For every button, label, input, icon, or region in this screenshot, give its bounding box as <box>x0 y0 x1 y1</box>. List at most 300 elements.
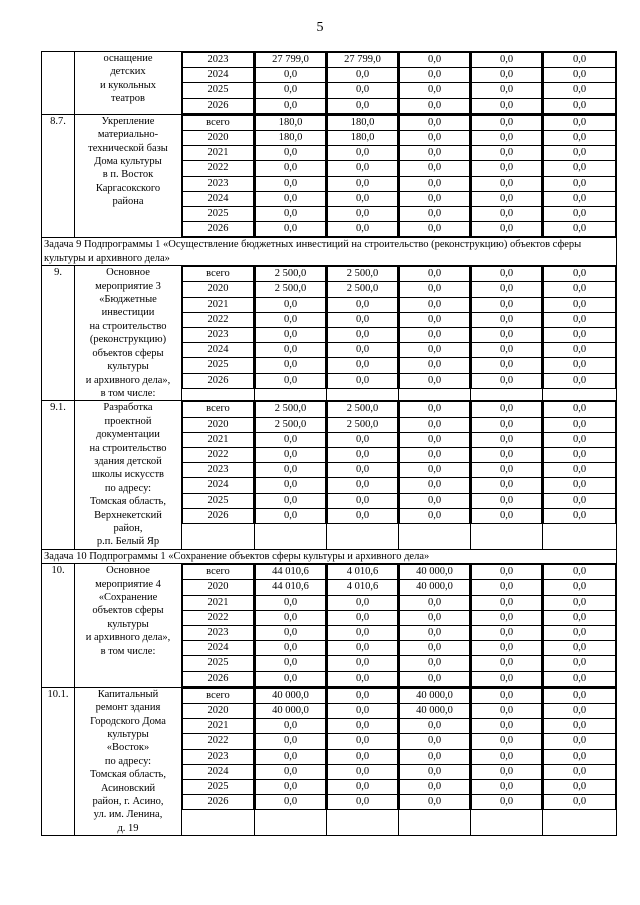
cell-total: 0,0 <box>256 222 326 237</box>
cell-year: 2023 <box>183 749 254 764</box>
cell-fed: 2 500,0 <box>328 402 398 417</box>
cell-extra: 0,0 <box>544 610 616 625</box>
column-total <box>255 687 327 835</box>
cell-year: 2024 <box>183 191 254 206</box>
cell-reg: 0,0 <box>400 719 470 734</box>
cell-fed: 0,0 <box>328 207 398 222</box>
item-number: 9. <box>42 266 75 401</box>
cell-reg: 0,0 <box>400 671 470 686</box>
cell-year: 2025 <box>183 358 254 373</box>
cell-fed: 0,0 <box>328 688 398 703</box>
table-row <box>42 564 617 688</box>
column-reg <box>399 52 471 115</box>
cell-total: 180,0 <box>256 115 326 130</box>
item-number: 8.7. <box>42 114 75 238</box>
cell-year: 2024 <box>183 764 254 779</box>
cell-reg: 0,0 <box>400 282 470 297</box>
cell-extra: 0,0 <box>544 780 616 795</box>
cell-total: 0,0 <box>256 207 326 222</box>
cell-extra: 0,0 <box>544 115 616 130</box>
cell-loc: 0,0 <box>472 68 542 83</box>
cell-year: 2023 <box>183 328 254 343</box>
cell-fed: 0,0 <box>328 447 398 462</box>
cell-total: 0,0 <box>256 98 326 113</box>
cell-total: 0,0 <box>256 432 326 447</box>
cell-year: 2026 <box>183 98 254 113</box>
column-extra <box>543 266 617 401</box>
cell-loc: 0,0 <box>472 373 542 388</box>
cell-loc: 0,0 <box>472 53 542 68</box>
cell-total: 40 000,0 <box>256 688 326 703</box>
cell-total: 0,0 <box>256 176 326 191</box>
cell-fed: 0,0 <box>328 297 398 312</box>
cell-loc: 0,0 <box>472 328 542 343</box>
column-total <box>255 564 327 688</box>
column-year <box>182 114 255 238</box>
cell-year: 2026 <box>183 671 254 686</box>
cell-total: 2 500,0 <box>256 282 326 297</box>
cell-loc: 0,0 <box>472 432 542 447</box>
cell-total: 0,0 <box>256 749 326 764</box>
cell-total: 0,0 <box>256 734 326 749</box>
column-loc <box>471 687 543 835</box>
column-extra <box>543 52 617 115</box>
column-fed <box>327 52 399 115</box>
cell-loc: 0,0 <box>472 417 542 432</box>
column-fed <box>327 114 399 238</box>
cell-reg: 0,0 <box>400 68 470 83</box>
column-fed <box>327 687 399 835</box>
cell-extra: 0,0 <box>544 734 616 749</box>
cell-reg: 0,0 <box>400 53 470 68</box>
cell-year: 2025 <box>183 493 254 508</box>
cell-reg: 0,0 <box>400 626 470 641</box>
cell-year: 2021 <box>183 432 254 447</box>
cell-total: 0,0 <box>256 508 326 523</box>
cell-total: 0,0 <box>256 373 326 388</box>
column-extra <box>543 564 617 688</box>
cell-extra: 0,0 <box>544 161 616 176</box>
item-number: 9.1. <box>42 401 75 549</box>
page-number: 5 <box>316 20 324 35</box>
cell-fed: 0,0 <box>328 83 398 98</box>
cell-extra: 0,0 <box>544 176 616 191</box>
cell-year: 2022 <box>183 161 254 176</box>
item-name-text: Основное мероприятие 3 «Бюджетные инвестиции на строительство (реконструкцию) объектов сферы культуры и архивного дела», в том числе: <box>85 267 171 399</box>
cell-loc: 0,0 <box>472 749 542 764</box>
cell-loc: 0,0 <box>472 282 542 297</box>
cell-total: 0,0 <box>256 780 326 795</box>
cell-total: 2 500,0 <box>256 267 326 282</box>
cell-loc: 0,0 <box>472 671 542 686</box>
cell-year: 2022 <box>183 447 254 462</box>
cell-extra: 0,0 <box>544 493 616 508</box>
cell-loc: 0,0 <box>472 343 542 358</box>
cell-year: 2021 <box>183 146 254 161</box>
cell-year: 2022 <box>183 734 254 749</box>
table-row <box>42 401 617 549</box>
item-name-text: Укрепление материально- технической базы Дома культуры в п. Восток Каргасокского района <box>88 115 168 208</box>
item-number: 10.1. <box>42 687 75 835</box>
cell-extra: 0,0 <box>544 764 616 779</box>
cell-loc: 0,0 <box>472 358 542 373</box>
cell-reg: 0,0 <box>400 83 470 98</box>
cell-extra: 0,0 <box>544 68 616 83</box>
cell-fed: 0,0 <box>328 328 398 343</box>
cell-fed: 0,0 <box>328 343 398 358</box>
cell-year: 2023 <box>183 626 254 641</box>
cell-extra: 0,0 <box>544 222 616 237</box>
cell-reg: 0,0 <box>400 656 470 671</box>
cell-loc: 0,0 <box>472 656 542 671</box>
cell-reg: 0,0 <box>400 795 470 810</box>
table-row <box>42 687 617 835</box>
cell-fed: 0,0 <box>328 626 398 641</box>
cell-year: 2026 <box>183 373 254 388</box>
cell-loc: 0,0 <box>472 297 542 312</box>
item-name <box>75 266 182 401</box>
cell-total: 2 500,0 <box>256 402 326 417</box>
cell-total: 0,0 <box>256 641 326 656</box>
cell-year: 2025 <box>183 83 254 98</box>
column-reg <box>399 564 471 688</box>
cell-reg: 0,0 <box>400 402 470 417</box>
cell-total: 0,0 <box>256 719 326 734</box>
cell-extra: 0,0 <box>544 191 616 206</box>
cell-year: 2024 <box>183 68 254 83</box>
cell-extra: 0,0 <box>544 447 616 462</box>
cell-loc: 0,0 <box>472 704 542 719</box>
cell-extra: 0,0 <box>544 207 616 222</box>
cell-loc: 0,0 <box>472 191 542 206</box>
cell-year: 2025 <box>183 656 254 671</box>
cell-reg: 0,0 <box>400 98 470 113</box>
cell-loc: 0,0 <box>472 222 542 237</box>
cell-reg: 0,0 <box>400 312 470 327</box>
cell-total: 0,0 <box>256 191 326 206</box>
cell-total: 40 000,0 <box>256 704 326 719</box>
item-name-text: Разработка проектной документации на строительство здания детской школы искусств по адресу: Томская область, Верхнекетский район, р.п. Белый Яр <box>89 402 167 548</box>
cell-loc: 0,0 <box>472 565 542 580</box>
cell-year: 2023 <box>183 176 254 191</box>
cell-year: 2026 <box>183 222 254 237</box>
cell-total: 0,0 <box>256 463 326 478</box>
item-name-text: оснащение детских и кукольных театров <box>99 53 157 105</box>
cell-year: 2024 <box>183 478 254 493</box>
cell-loc: 0,0 <box>472 795 542 810</box>
cell-fed: 0,0 <box>328 656 398 671</box>
cell-year: 2021 <box>183 719 254 734</box>
cell-extra: 0,0 <box>544 478 616 493</box>
cell-fed: 0,0 <box>328 463 398 478</box>
cell-total: 0,0 <box>256 795 326 810</box>
cell-loc: 0,0 <box>472 312 542 327</box>
cell-loc: 0,0 <box>472 780 542 795</box>
cell-reg: 0,0 <box>400 417 470 432</box>
column-loc <box>471 266 543 401</box>
cell-year: 2022 <box>183 312 254 327</box>
cell-reg: 0,0 <box>400 297 470 312</box>
cell-year: 2020 <box>183 417 254 432</box>
cell-year: 2020 <box>183 131 254 146</box>
column-extra <box>543 687 617 835</box>
cell-fed: 0,0 <box>328 795 398 810</box>
cell-year: 2023 <box>183 53 254 68</box>
cell-total: 0,0 <box>256 595 326 610</box>
cell-fed: 27 799,0 <box>328 53 398 68</box>
cell-extra: 0,0 <box>544 432 616 447</box>
cell-fed: 0,0 <box>328 98 398 113</box>
cell-fed: 0,0 <box>328 478 398 493</box>
column-fed <box>327 564 399 688</box>
cell-total: 0,0 <box>256 146 326 161</box>
cell-reg: 0,0 <box>400 508 470 523</box>
column-loc <box>471 401 543 549</box>
item-number: 10. <box>42 564 75 688</box>
column-total <box>255 114 327 238</box>
cell-extra: 0,0 <box>544 595 616 610</box>
cell-fed: 0,0 <box>328 671 398 686</box>
cell-fed: 0,0 <box>328 432 398 447</box>
cell-reg: 0,0 <box>400 780 470 795</box>
cell-reg: 0,0 <box>400 191 470 206</box>
cell-extra: 0,0 <box>544 463 616 478</box>
cell-total: 0,0 <box>256 610 326 625</box>
column-year <box>182 564 255 688</box>
cell-fed: 180,0 <box>328 115 398 130</box>
cell-reg: 0,0 <box>400 161 470 176</box>
cell-extra: 0,0 <box>544 795 616 810</box>
cell-fed: 0,0 <box>328 146 398 161</box>
cell-reg: 0,0 <box>400 373 470 388</box>
cell-extra: 0,0 <box>544 580 616 595</box>
cell-loc: 0,0 <box>472 626 542 641</box>
cell-total: 0,0 <box>256 312 326 327</box>
cell-extra: 0,0 <box>544 83 616 98</box>
cell-fed: 0,0 <box>328 595 398 610</box>
cell-loc: 0,0 <box>472 719 542 734</box>
cell-loc: 0,0 <box>472 267 542 282</box>
cell-fed: 0,0 <box>328 176 398 191</box>
cell-fed: 0,0 <box>328 493 398 508</box>
column-fed <box>327 401 399 549</box>
cell-fed: 4 010,6 <box>328 565 398 580</box>
cell-loc: 0,0 <box>472 463 542 478</box>
cell-loc: 0,0 <box>472 764 542 779</box>
cell-extra: 0,0 <box>544 688 616 703</box>
cell-loc: 0,0 <box>472 115 542 130</box>
cell-loc: 0,0 <box>472 98 542 113</box>
cell-extra: 0,0 <box>544 656 616 671</box>
cell-extra: 0,0 <box>544 626 616 641</box>
cell-extra: 0,0 <box>544 641 616 656</box>
cell-extra: 0,0 <box>544 343 616 358</box>
cell-total: 0,0 <box>256 328 326 343</box>
cell-year: 2024 <box>183 641 254 656</box>
item-number <box>42 52 75 115</box>
column-year <box>182 401 255 549</box>
cell-extra: 0,0 <box>544 373 616 388</box>
cell-year: 2020 <box>183 704 254 719</box>
cell-extra: 0,0 <box>544 719 616 734</box>
column-loc <box>471 52 543 115</box>
cell-extra: 0,0 <box>544 358 616 373</box>
cell-loc: 0,0 <box>472 641 542 656</box>
cell-reg: 0,0 <box>400 764 470 779</box>
cell-reg: 0,0 <box>400 641 470 656</box>
task-row <box>42 549 617 563</box>
cell-total: 0,0 <box>256 297 326 312</box>
cell-extra: 0,0 <box>544 53 616 68</box>
column-reg <box>399 266 471 401</box>
cell-fed: 0,0 <box>328 191 398 206</box>
cell-total: 0,0 <box>256 656 326 671</box>
column-extra <box>543 401 617 549</box>
cell-year: всего <box>183 115 254 130</box>
cell-extra: 0,0 <box>544 146 616 161</box>
item-name <box>75 564 182 688</box>
cell-loc: 0,0 <box>472 493 542 508</box>
cell-extra: 0,0 <box>544 749 616 764</box>
cell-extra: 0,0 <box>544 131 616 146</box>
cell-reg: 0,0 <box>400 734 470 749</box>
cell-total: 0,0 <box>256 626 326 641</box>
cell-extra: 0,0 <box>544 417 616 432</box>
cell-fed: 0,0 <box>328 641 398 656</box>
cell-reg: 0,0 <box>400 358 470 373</box>
cell-year: 2026 <box>183 508 254 523</box>
cell-reg: 0,0 <box>400 493 470 508</box>
cell-fed: 0,0 <box>328 780 398 795</box>
cell-reg: 0,0 <box>400 595 470 610</box>
cell-reg: 0,0 <box>400 343 470 358</box>
cell-loc: 0,0 <box>472 580 542 595</box>
column-reg <box>399 687 471 835</box>
column-total <box>255 266 327 401</box>
cell-reg: 0,0 <box>400 447 470 462</box>
cell-extra: 0,0 <box>544 297 616 312</box>
column-year <box>182 52 255 115</box>
cell-year: 2020 <box>183 580 254 595</box>
cell-loc: 0,0 <box>472 595 542 610</box>
cell-reg: 0,0 <box>400 222 470 237</box>
item-name <box>75 114 182 238</box>
cell-extra: 0,0 <box>544 704 616 719</box>
cell-year: всего <box>183 402 254 417</box>
column-total <box>255 401 327 549</box>
column-fed <box>327 266 399 401</box>
item-name <box>75 52 182 115</box>
cell-fed: 0,0 <box>328 508 398 523</box>
cell-extra: 0,0 <box>544 671 616 686</box>
cell-loc: 0,0 <box>472 207 542 222</box>
cell-reg: 40 000,0 <box>400 704 470 719</box>
cell-reg: 0,0 <box>400 131 470 146</box>
cell-total: 44 010,6 <box>256 565 326 580</box>
cell-fed: 0,0 <box>328 358 398 373</box>
cell-total: 0,0 <box>256 671 326 686</box>
column-year <box>182 266 255 401</box>
cell-extra: 0,0 <box>544 508 616 523</box>
cell-total: 27 799,0 <box>256 53 326 68</box>
cell-reg: 40 000,0 <box>400 688 470 703</box>
cell-extra: 0,0 <box>544 312 616 327</box>
cell-extra: 0,0 <box>544 267 616 282</box>
cell-reg: 0,0 <box>400 610 470 625</box>
column-reg <box>399 401 471 549</box>
cell-year: всего <box>183 688 254 703</box>
cell-total: 0,0 <box>256 764 326 779</box>
cell-extra: 0,0 <box>544 402 616 417</box>
column-reg <box>399 114 471 238</box>
cell-total: 0,0 <box>256 358 326 373</box>
cell-year: 2022 <box>183 610 254 625</box>
cell-total: 0,0 <box>256 447 326 462</box>
cell-reg: 0,0 <box>400 115 470 130</box>
cell-extra: 0,0 <box>544 328 616 343</box>
cell-fed: 0,0 <box>328 719 398 734</box>
budget-table <box>41 51 617 836</box>
cell-fed: 2 500,0 <box>328 282 398 297</box>
cell-year: 2023 <box>183 463 254 478</box>
column-loc <box>471 114 543 238</box>
cell-year: 2021 <box>183 595 254 610</box>
cell-total: 0,0 <box>256 478 326 493</box>
table-row <box>42 114 617 238</box>
cell-loc: 0,0 <box>472 402 542 417</box>
cell-fed: 0,0 <box>328 704 398 719</box>
item-name-text: Основное мероприятие 4 «Сохранение объектов сферы культуры и архивного дела», в том числе: <box>85 565 171 657</box>
cell-reg: 40 000,0 <box>400 565 470 580</box>
cell-total: 0,0 <box>256 493 326 508</box>
cell-fed: 0,0 <box>328 161 398 176</box>
cell-total: 180,0 <box>256 131 326 146</box>
cell-year: 2025 <box>183 780 254 795</box>
cell-fed: 0,0 <box>328 764 398 779</box>
cell-loc: 0,0 <box>472 176 542 191</box>
cell-fed: 0,0 <box>328 222 398 237</box>
cell-reg: 0,0 <box>400 432 470 447</box>
cell-total: 0,0 <box>256 161 326 176</box>
item-name <box>75 687 182 835</box>
cell-fed: 0,0 <box>328 749 398 764</box>
table-row <box>42 266 617 401</box>
cell-loc: 0,0 <box>472 131 542 146</box>
cell-year: 2024 <box>183 343 254 358</box>
cell-loc: 0,0 <box>472 610 542 625</box>
column-loc <box>471 564 543 688</box>
cell-total: 44 010,6 <box>256 580 326 595</box>
table-row <box>42 52 617 115</box>
cell-fed: 0,0 <box>328 373 398 388</box>
cell-reg: 0,0 <box>400 463 470 478</box>
cell-year: 2026 <box>183 795 254 810</box>
cell-reg: 0,0 <box>400 328 470 343</box>
task-heading: Задача 10 Подпрограммы 1 «Сохранение объектов сферы культуры и архивного дела» <box>42 549 617 563</box>
cell-extra: 0,0 <box>544 98 616 113</box>
cell-total: 0,0 <box>256 343 326 358</box>
item-name <box>75 401 182 549</box>
cell-reg: 0,0 <box>400 749 470 764</box>
cell-loc: 0,0 <box>472 146 542 161</box>
task-row <box>42 238 617 266</box>
column-extra <box>543 114 617 238</box>
task-heading: Задача 9 Подпрограммы 1 «Осуществление бюджетных инвестиций на строительство (реконструкцию) объектов сферы культуры и архивного дела» <box>42 238 617 266</box>
cell-loc: 0,0 <box>472 161 542 176</box>
cell-fed: 180,0 <box>328 131 398 146</box>
cell-reg: 0,0 <box>400 207 470 222</box>
cell-fed: 0,0 <box>328 68 398 83</box>
